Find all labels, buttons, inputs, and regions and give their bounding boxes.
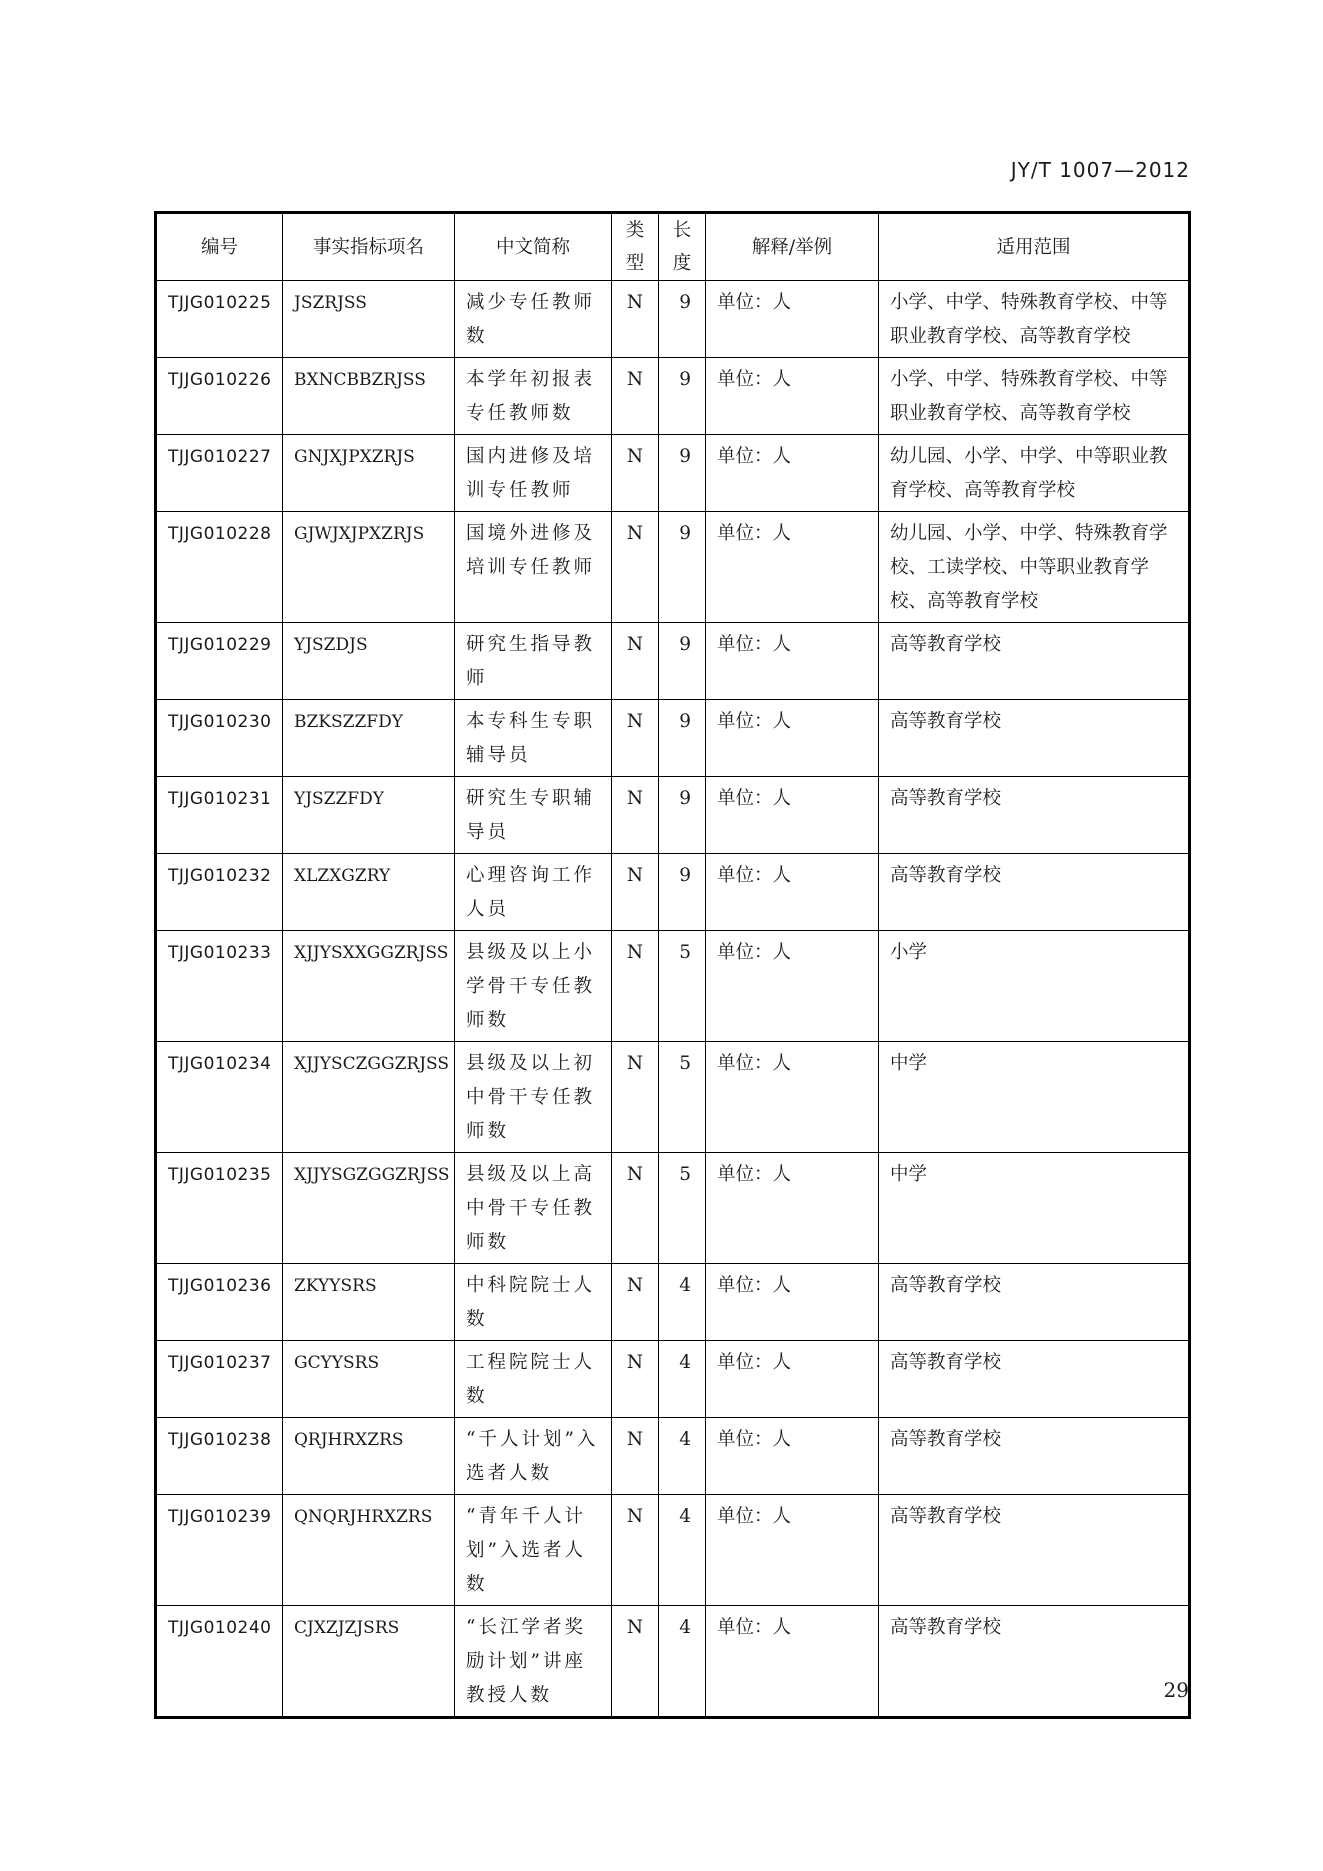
cell-scope: 中学 (879, 1042, 1190, 1153)
table-row (156, 700, 1190, 777)
cell-cn-abbr: 减少专任教师数 (455, 281, 612, 358)
cell-type: N (612, 435, 659, 512)
data-table-wrapper (154, 211, 1188, 1719)
cell-cn-abbr: 工程院院士人数 (455, 1341, 612, 1418)
cell-length: 9 (659, 700, 706, 777)
cell-explanation: 单位：人 (706, 623, 879, 700)
cell-explanation: 单位：人 (706, 1153, 879, 1264)
col-header-item-name: 事实指标项名 (283, 213, 455, 281)
cell-cn-abbr: 中科院院士人数 (455, 1264, 612, 1341)
cell-id: TJJG010231 (156, 777, 283, 854)
cell-length: 4 (659, 1495, 706, 1606)
cell-item-name: QNQRJHRXZRS (283, 1495, 455, 1606)
cell-item-name: YJSZZFDY (283, 777, 455, 854)
cell-cn-abbr: “青年千人计划”入选者人数 (455, 1495, 612, 1606)
cell-id: TJJG010232 (156, 854, 283, 931)
cell-type: N (612, 1606, 659, 1718)
cell-scope: 幼儿园、小学、中学、中等职业教育学校、高等教育学校 (879, 435, 1190, 512)
standard-code: JY/T 1007—2012 (1010, 158, 1190, 182)
cell-type: N (612, 1153, 659, 1264)
cell-id: TJJG010236 (156, 1264, 283, 1341)
cell-cn-abbr: 县级及以上小学骨干专任教师数 (455, 931, 612, 1042)
cell-explanation: 单位：人 (706, 1495, 879, 1606)
cell-item-name: XJJYSGZGGZRJSS (283, 1153, 455, 1264)
cell-id: TJJG010240 (156, 1606, 283, 1718)
table-row (156, 1341, 1190, 1418)
cell-id: TJJG010234 (156, 1042, 283, 1153)
cell-length: 9 (659, 281, 706, 358)
table-row (156, 1418, 1190, 1495)
cell-scope: 高等教育学校 (879, 777, 1190, 854)
table-row (156, 623, 1190, 700)
cell-item-name: QRJHRXZRS (283, 1418, 455, 1495)
cell-id: TJJG010227 (156, 435, 283, 512)
cell-type: N (612, 281, 659, 358)
table-row (156, 512, 1190, 623)
cell-scope: 高等教育学校 (879, 1264, 1190, 1341)
table-row (156, 281, 1190, 358)
table-row (156, 1495, 1190, 1606)
table-row (156, 854, 1190, 931)
cell-explanation: 单位：人 (706, 1606, 879, 1718)
table-row (156, 435, 1190, 512)
cell-type: N (612, 854, 659, 931)
cell-id: TJJG010239 (156, 1495, 283, 1606)
cell-id: TJJG010226 (156, 358, 283, 435)
table-row (156, 777, 1190, 854)
table-row (156, 931, 1190, 1042)
cell-scope: 中学 (879, 1153, 1190, 1264)
table-row (156, 1264, 1190, 1341)
cell-item-name: BZKSZZFDY (283, 700, 455, 777)
cell-scope: 小学 (879, 931, 1190, 1042)
cell-type: N (612, 700, 659, 777)
cell-length: 4 (659, 1341, 706, 1418)
cell-id: TJJG010225 (156, 281, 283, 358)
cell-scope: 小学、中学、特殊教育学校、中等职业教育学校、高等教育学校 (879, 358, 1190, 435)
cell-scope: 高等教育学校 (879, 1606, 1190, 1718)
cell-explanation: 单位：人 (706, 931, 879, 1042)
cell-scope: 高等教育学校 (879, 1341, 1190, 1418)
cell-scope: 高等教育学校 (879, 700, 1190, 777)
cell-type: N (612, 1264, 659, 1341)
cell-item-name: CJXZJZJSRS (283, 1606, 455, 1718)
cell-cn-abbr: 研究生专职辅导员 (455, 777, 612, 854)
table-row (156, 1042, 1190, 1153)
cell-explanation: 单位：人 (706, 1418, 879, 1495)
table-row (156, 358, 1190, 435)
cell-item-name: GCYYSRS (283, 1341, 455, 1418)
cell-cn-abbr: 研究生指导教师 (455, 623, 612, 700)
col-header-id: 编号 (156, 213, 283, 281)
cell-scope: 高等教育学校 (879, 623, 1190, 700)
cell-scope: 小学、中学、特殊教育学校、中等职业教育学校、高等教育学校 (879, 281, 1190, 358)
cell-length: 5 (659, 1153, 706, 1264)
cell-explanation: 单位：人 (706, 1341, 879, 1418)
table-header-row (156, 213, 1190, 281)
cell-item-name: XJJYSCZGGZRJSS (283, 1042, 455, 1153)
cell-explanation: 单位：人 (706, 358, 879, 435)
cell-type: N (612, 931, 659, 1042)
cell-length: 9 (659, 623, 706, 700)
table-body (156, 281, 1190, 1718)
cell-scope: 高等教育学校 (879, 854, 1190, 931)
cell-id: TJJG010228 (156, 512, 283, 623)
cell-type: N (612, 1341, 659, 1418)
cell-length: 9 (659, 777, 706, 854)
cell-type: N (612, 358, 659, 435)
col-header-type: 类型 (612, 213, 659, 281)
cell-item-name: BXNCBBZRJSS (283, 358, 455, 435)
cell-cn-abbr: 县级及以上高中骨干专任教师数 (455, 1153, 612, 1264)
cell-item-name: XJJYSXXGGZRJSS (283, 931, 455, 1042)
indicator-table (154, 211, 1191, 1719)
col-header-length: 长度 (659, 213, 706, 281)
cell-cn-abbr: “千人计划”入选者人数 (455, 1418, 612, 1495)
page-number: 29 (1163, 1678, 1189, 1702)
cell-type: N (612, 1418, 659, 1495)
cell-item-name: GNJXJPXZRJS (283, 435, 455, 512)
cell-id: TJJG010230 (156, 700, 283, 777)
cell-scope: 幼儿园、小学、中学、特殊教育学校、工读学校、中等职业教育学校、高等教育学校 (879, 512, 1190, 623)
cell-explanation: 单位：人 (706, 1042, 879, 1153)
cell-type: N (612, 777, 659, 854)
cell-id: TJJG010229 (156, 623, 283, 700)
cell-id: TJJG010233 (156, 931, 283, 1042)
cell-scope: 高等教育学校 (879, 1418, 1190, 1495)
cell-id: TJJG010238 (156, 1418, 283, 1495)
cell-cn-abbr: 国境外进修及培训专任教师 (455, 512, 612, 623)
cell-item-name: XLZXGZRY (283, 854, 455, 931)
cell-item-name: GJWJXJPXZRJS (283, 512, 455, 623)
cell-item-name: ZKYYSRS (283, 1264, 455, 1341)
cell-explanation: 单位：人 (706, 700, 879, 777)
col-header-explanation: 解释/举例 (706, 213, 879, 281)
cell-cn-abbr: 本学年初报表专任教师数 (455, 358, 612, 435)
cell-length: 5 (659, 1042, 706, 1153)
cell-item-name: YJSZDJS (283, 623, 455, 700)
col-header-scope: 适用范围 (879, 213, 1190, 281)
cell-type: N (612, 1042, 659, 1153)
cell-length: 9 (659, 358, 706, 435)
cell-length: 4 (659, 1418, 706, 1495)
cell-type: N (612, 512, 659, 623)
cell-id: TJJG010235 (156, 1153, 283, 1264)
table-row (156, 1606, 1190, 1718)
cell-length: 4 (659, 1264, 706, 1341)
col-header-cn-abbr: 中文简称 (455, 213, 612, 281)
cell-length: 9 (659, 435, 706, 512)
cell-length: 9 (659, 854, 706, 931)
cell-length: 5 (659, 931, 706, 1042)
cell-explanation: 单位：人 (706, 435, 879, 512)
cell-explanation: 单位：人 (706, 1264, 879, 1341)
cell-cn-abbr: 心理咨询工作人员 (455, 854, 612, 931)
cell-explanation: 单位：人 (706, 512, 879, 623)
cell-explanation: 单位：人 (706, 281, 879, 358)
cell-length: 4 (659, 1606, 706, 1718)
cell-cn-abbr: 县级及以上初中骨干专任教师数 (455, 1042, 612, 1153)
cell-cn-abbr: 本专科生专职辅导员 (455, 700, 612, 777)
cell-explanation: 单位：人 (706, 854, 879, 931)
cell-type: N (612, 623, 659, 700)
cell-length: 9 (659, 512, 706, 623)
cell-scope: 高等教育学校 (879, 1495, 1190, 1606)
cell-explanation: 单位：人 (706, 777, 879, 854)
table-row (156, 1153, 1190, 1264)
cell-cn-abbr: 国内进修及培训专任教师 (455, 435, 612, 512)
cell-id: TJJG010237 (156, 1341, 283, 1418)
cell-cn-abbr: “长江学者奖励计划”讲座教授人数 (455, 1606, 612, 1718)
cell-item-name: JSZRJSS (283, 281, 455, 358)
cell-type: N (612, 1495, 659, 1606)
